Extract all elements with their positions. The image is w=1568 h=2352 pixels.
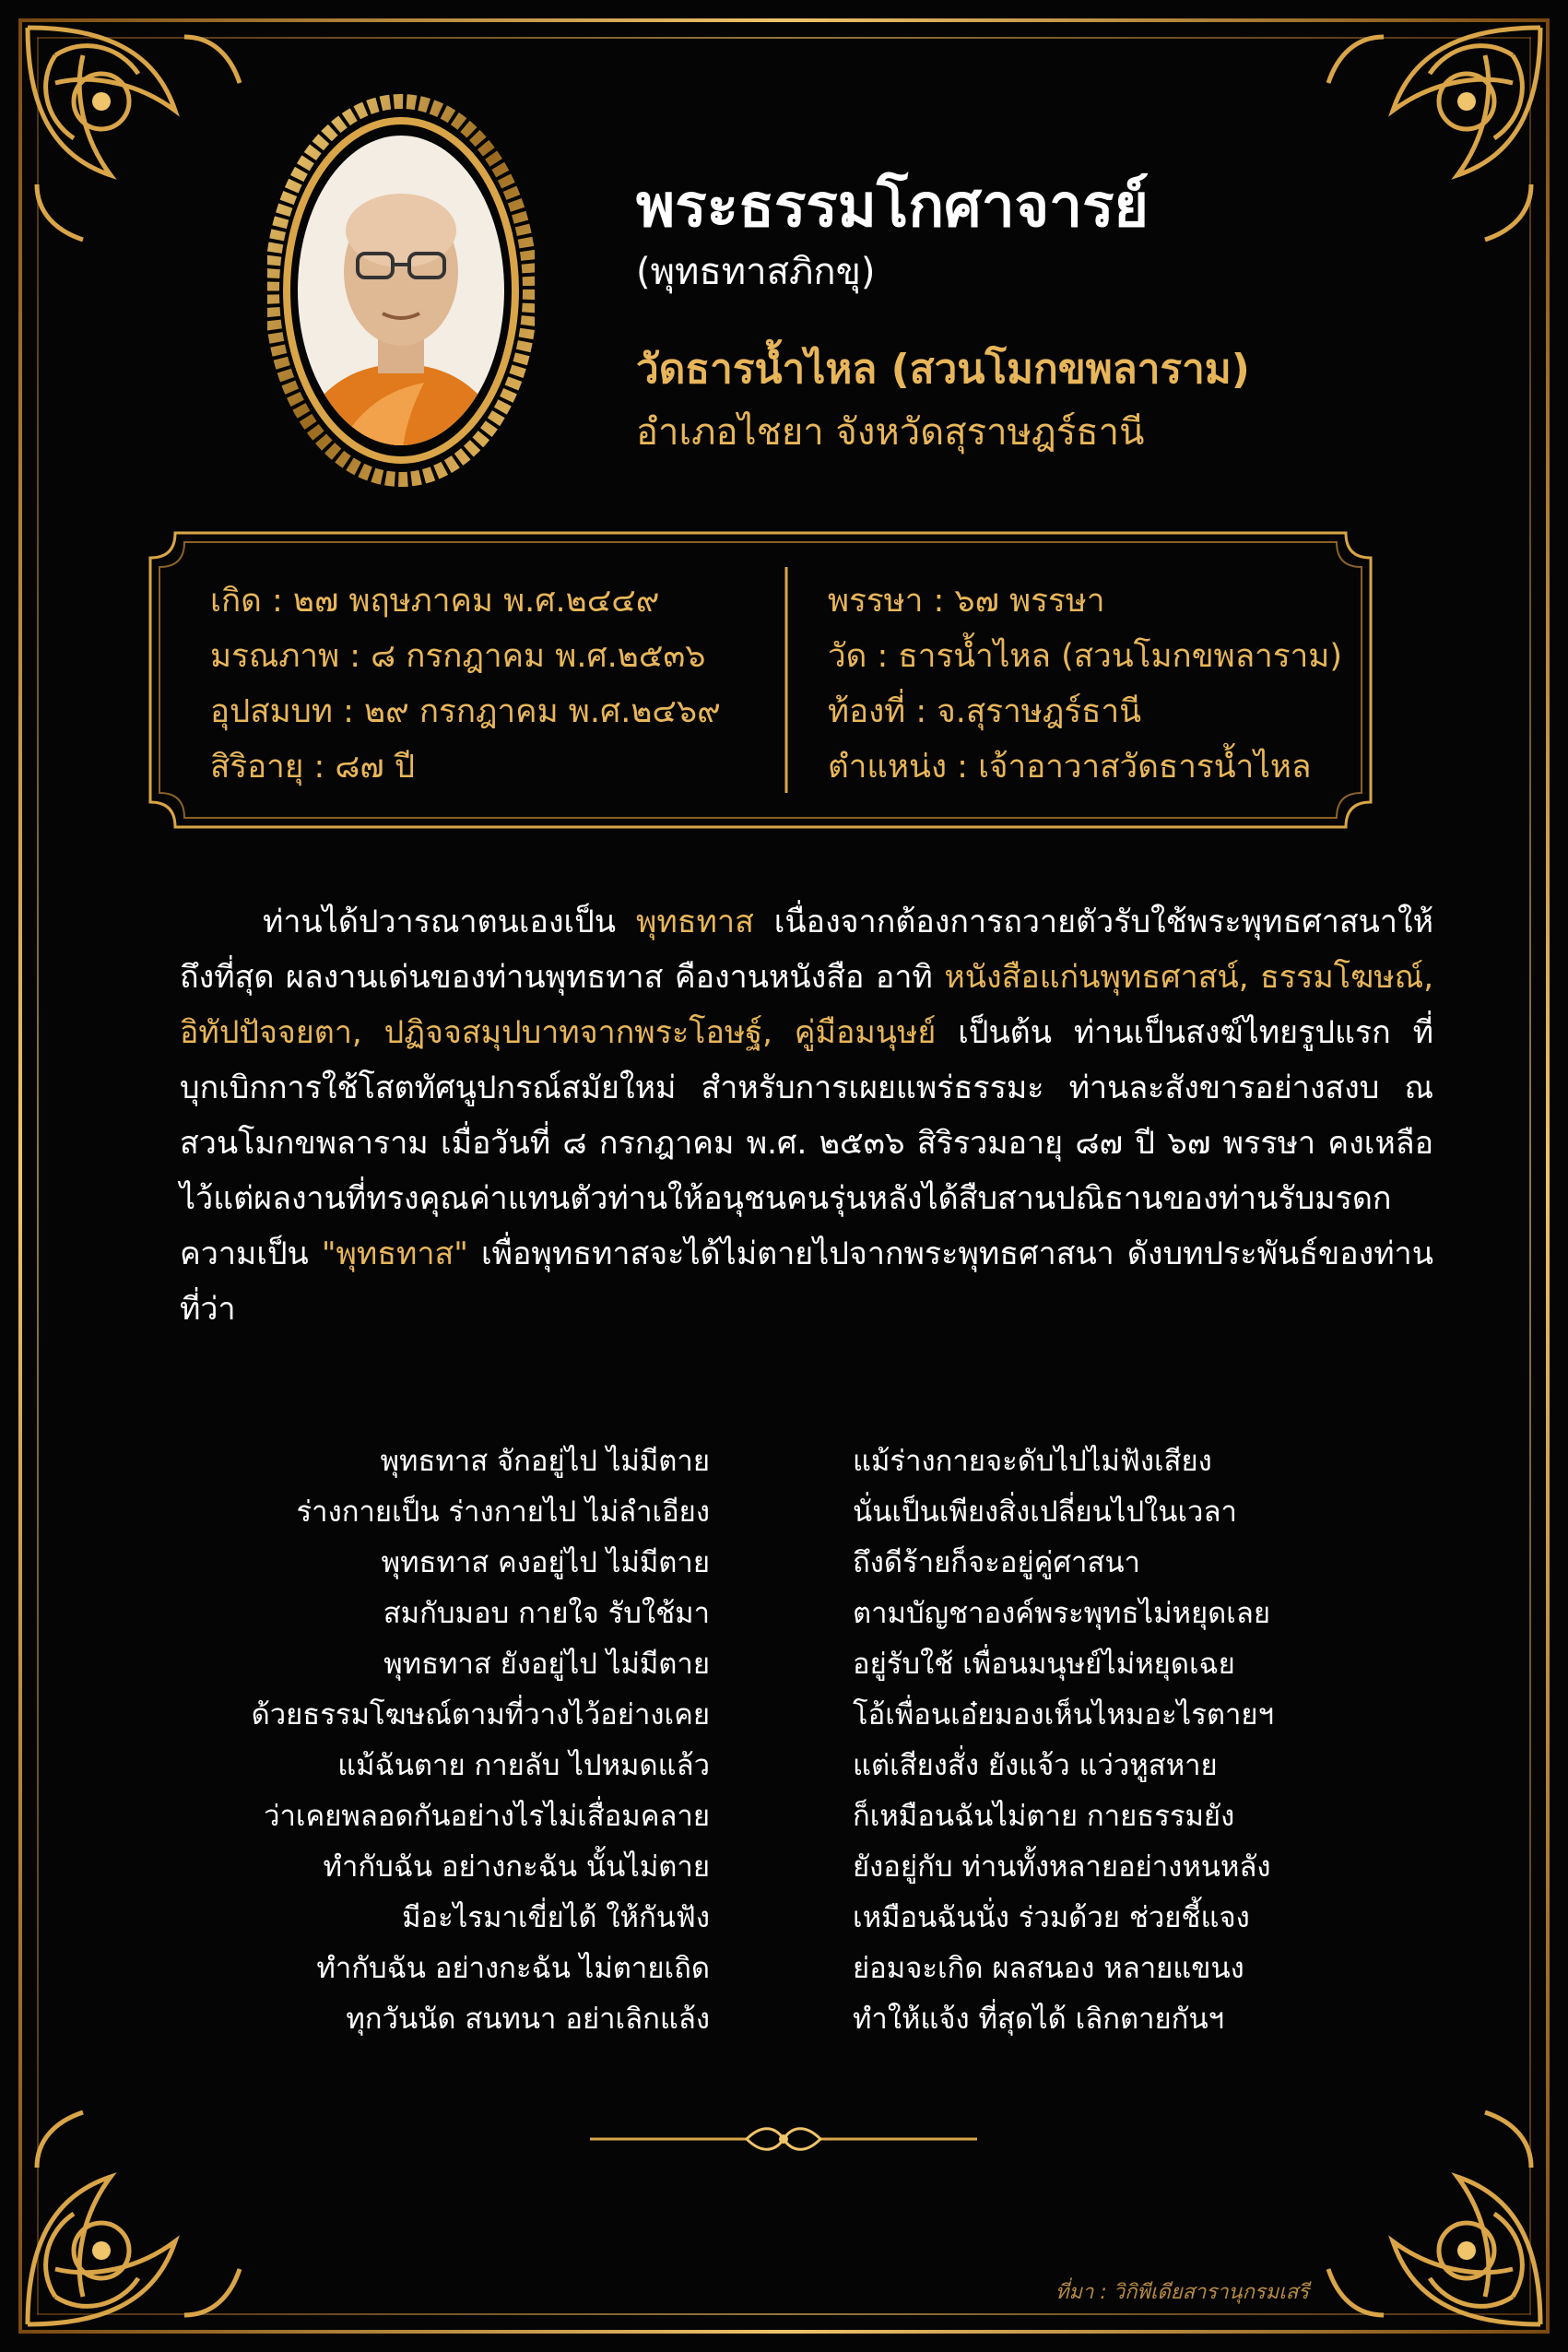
info-right-column bbox=[828, 573, 1342, 795]
biography-paragraph bbox=[180, 894, 1433, 1337]
info-vassa: พรรษา : ๖๗ พรรษา bbox=[828, 583, 1105, 620]
page-title: พระธรรมโกศาจารย์ bbox=[636, 172, 1149, 241]
poem-line: แต่เสียงสั่ง ยังแจ้ว แว่วหูสหาย bbox=[853, 1749, 1218, 1782]
poem-line: มีอะไรมาเขี่ยได้ ให้กันฟัง bbox=[402, 1901, 710, 1934]
poem-line: ทำกับฉัน อย่างกะฉัน ไม่ตายเถิด bbox=[316, 1952, 710, 1985]
poem-line: ทำให้แจ้ง ที่สุดได้ เลิกตายกันฯ bbox=[853, 2003, 1225, 2036]
corner-ornament-top-left bbox=[0, 0, 277, 277]
poem-line: สมกับมอบ กายใจ รับใช้มา bbox=[383, 1597, 710, 1630]
bio-text-1: ท่านได้ปวารณาตนเองเป็น bbox=[263, 904, 636, 940]
district-name: อำเภอไชยา จังหวัดสุราษฎร์ธานี bbox=[636, 411, 1145, 454]
frame-left-inner bbox=[37, 37, 39, 2315]
poem-line: พุทธทาส คงอยู่ไป ไม่มีตาย bbox=[381, 1546, 710, 1579]
poem-line: ยังอยู่กับ ท่านทั้งหลายอย่างหนหลัง bbox=[853, 1850, 1271, 1884]
poem-line: ก็เหมือนฉันไม่ตาย กายธรรมยัง bbox=[853, 1800, 1235, 1833]
corner-ornament-bottom-right bbox=[1291, 2075, 1568, 2352]
poem-line: ทุกวันนัด สนทนา อย่าเลิกแล้ง bbox=[346, 2003, 710, 2036]
poem-line: โอ้เพื่อนเอ๋ยมองเห็นไหมอะไรตายฯ bbox=[853, 1698, 1274, 1731]
frame-left bbox=[18, 18, 22, 2334]
info-temple: วัด : ธารน้ำไหล (สวนโมกขพลาราม) bbox=[828, 638, 1343, 675]
corner-ornament-top-right bbox=[1291, 0, 1568, 277]
source-credit: ที่มา : วิกิพีเดียสารานุกรมเสรี bbox=[1055, 2281, 1309, 2304]
info-died: มรณภาพ : ๘ กรกฎาคม พ.ศ.๒๕๓๖ bbox=[210, 638, 706, 675]
poem-left-column bbox=[212, 1436, 710, 2045]
poem-line: ว่าเคยพลอดกันอย่างไรไม่เสื่อมคลาย bbox=[264, 1800, 710, 1833]
divider-ornament bbox=[590, 2121, 977, 2157]
bio-text-4: เพื่อพุทธทาสจะได้ไม่ตายไปจากพระพุทธศาสนา ดังบทประพันธ์ของท่านที่ว่า bbox=[180, 1235, 1434, 1328]
info-age: สิริอายุ : ๘๗ ปี bbox=[210, 749, 416, 786]
poem-line: ด้วยธรรมโฆษณ์ตามที่วางไว้อย่างเคย bbox=[251, 1698, 710, 1731]
info-location: ท้องที่ : จ.สุราษฎร์ธานี bbox=[828, 693, 1142, 730]
poem-line: พุทธทาส จักอยู่ไป ไม่มีตาย bbox=[380, 1445, 710, 1478]
info-ordained: อุปสมบท : ๒๙ กรกฎาคม พ.ศ.๒๔๖๙ bbox=[210, 693, 721, 730]
frame-right bbox=[1546, 18, 1550, 2334]
info-position: ตำแหน่ง : เจ้าอาวาสวัดธารน้ำไหล bbox=[828, 749, 1312, 786]
info-left-column bbox=[210, 573, 721, 795]
bio-text-3: เป็นต้น ท่านเป็นสงฆ์ไทยรูปแรก ที่บุกเบิกการใช้โสตทัศนูปกรณ์สมัยใหม่ สำหรับการเผยแพร่ธรรมะ ท่านละสังขารอย่างสงบ ณ สวนโมกขพลาราม เมื่อวันที่ ๘ กรกฎาคม พ.ศ. ๒๕๓๖ สิริรวมอายุ ๘๗ ปี ๖๗ พรรษา คงเหลือไว้แต่ผลงานที่ทรงคุณค่าแทนตัวท่านให้อนุชนคนรุ่นหลังได้สืบสานปณิธานของท่านรับมรดกความเป็น bbox=[180, 1014, 1434, 1272]
poem-line: ทำกับฉัน อย่างกะฉัน นั้นไม่ตาย bbox=[323, 1850, 710, 1884]
bio-text-2: เนื่องจากต้องการถวายตัวรับใช้พระพุทธศาสนาให้ถึงที่สุด ผลงานเด่นของท่านพุทธทาส คืองานหนังสือ อาทิ bbox=[180, 904, 1433, 996]
poem-right-column bbox=[853, 1436, 1369, 2045]
bio-highlight-books: หนังสือแก่นพุทธศาสน์, ธรรมโฆษณ์, อิทัปปัจจยตา, ปฏิจจสมุปบาทจากพระโอษฐ์, คู่มือมนุษย์ bbox=[180, 959, 1434, 1051]
poem-line: พุทธทาส ยังอยู่ไป ไม่มีตาย bbox=[383, 1648, 710, 1681]
poem-line: ร่างกายเป็น ร่างกายไป ไม่ลำเอียง bbox=[296, 1495, 710, 1529]
frame-right-inner bbox=[1529, 37, 1531, 2315]
info-born: เกิด : ๒๗ พฤษภาคม พ.ศ.๒๔๔๙ bbox=[210, 583, 660, 620]
poem-line: แม้ฉันตาย กายลับ ไปหมดแล้ว bbox=[337, 1749, 710, 1782]
portrait-monk bbox=[267, 88, 535, 493]
poem-line: ย่อมจะเกิด ผลสนอง หลายแขนง bbox=[853, 1952, 1244, 1985]
corner-ornament-bottom-left bbox=[0, 2075, 277, 2352]
temple-name: วัดธารน้ำไหล (สวนโมกขพลาราม) bbox=[636, 346, 1250, 393]
poem-line: ตามบัญชาองค์พระพุทธไม่หยุดเลย bbox=[853, 1597, 1271, 1630]
page-subtitle: (พุทธทาสภิกขุ) bbox=[636, 251, 876, 293]
bio-highlight-quote: "พุทธทาส" bbox=[321, 1235, 468, 1272]
poem-line: นั่นเป็นเพียงสิ่งเปลี่ยนไปในเวลา bbox=[853, 1495, 1237, 1529]
bio-highlight-buddhadasa: พุทธทาส bbox=[635, 904, 754, 940]
poem-line: เหมือนฉันนั่ง ร่วมด้วย ช่วยชี้แจง bbox=[853, 1901, 1250, 1934]
poem-line: แม้ร่างกายจะดับไปไม่ฟังเสียง bbox=[853, 1445, 1212, 1478]
poem-line: ถึงดีร้ายก็จะอยู่คู่ศาสนา bbox=[853, 1546, 1140, 1579]
poem-line: อยู่รับใช้ เพื่อนมนุษย์ไม่หยุดเฉย bbox=[853, 1648, 1235, 1681]
